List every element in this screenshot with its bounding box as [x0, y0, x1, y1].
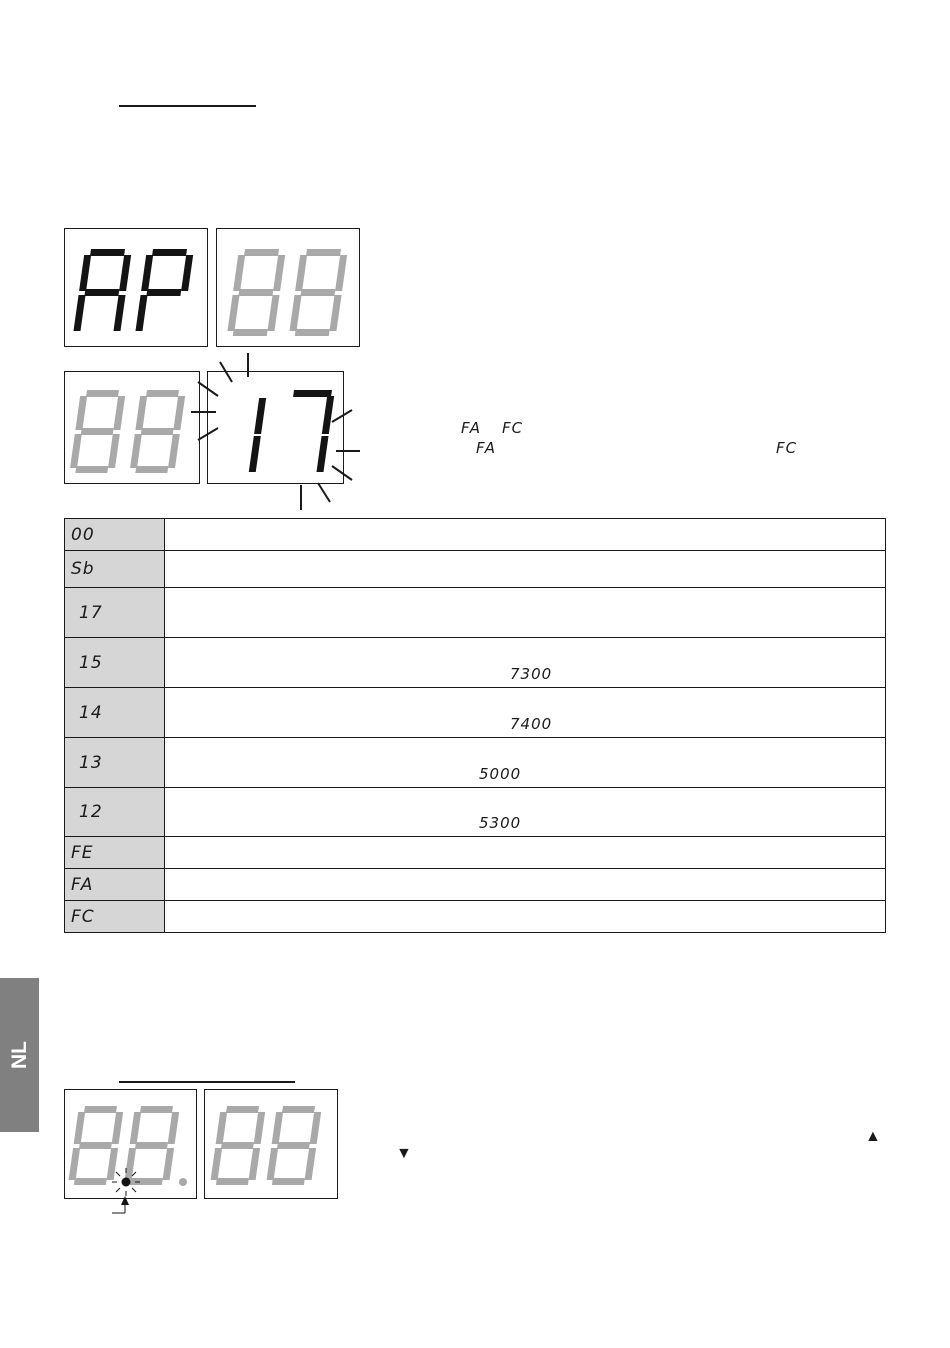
inline-code: 5000 [479, 765, 522, 783]
code-cell: 15 [65, 638, 165, 688]
side-code-fa-1: FA [461, 419, 482, 437]
code-cell: Sb [65, 551, 165, 588]
lcd-digits-blank-2 [65, 372, 201, 485]
lcd-digits-blank-3 [205, 1090, 339, 1200]
description-cell [165, 519, 886, 551]
description-cell [165, 788, 886, 837]
lcd-display-ap [64, 228, 208, 347]
code-cell: 17 [65, 588, 165, 638]
description-cell [165, 738, 886, 788]
lcd-digits-dot [65, 1090, 198, 1200]
side-code-fc-1: FC [502, 419, 524, 437]
decimal-dot-inactive [179, 1178, 187, 1186]
error-code-table [64, 518, 886, 933]
table-row [65, 788, 886, 837]
side-code-fa-2: FA [476, 439, 497, 457]
code-cell: 00 [65, 519, 165, 551]
description-cell [165, 869, 886, 901]
description-cell [165, 688, 886, 738]
code-cell: 12 [65, 788, 165, 837]
table-row [65, 638, 886, 688]
lcd-display-blank-2 [64, 371, 200, 484]
up-arrow-icon: ▲ [865, 1128, 881, 1145]
code-cell: FE [65, 837, 165, 869]
dot-pointer-arrow [108, 1196, 138, 1218]
inline-code: 5300 [479, 814, 522, 832]
table-row [65, 519, 886, 551]
code-cell: FC [65, 901, 165, 933]
table-row [65, 901, 886, 933]
lcd-display-blank-3 [204, 1089, 338, 1199]
table-row [65, 837, 886, 869]
code-cell: 13 [65, 738, 165, 788]
description-cell [165, 901, 886, 933]
heading-underline-2 [119, 1081, 295, 1083]
language-tab-label: NL [7, 1041, 31, 1069]
description-cell [165, 551, 886, 588]
heading-underline-1 [119, 105, 256, 107]
inline-code: 7300 [510, 665, 553, 683]
down-arrow-icon: ▼ [396, 1145, 412, 1162]
lcd-digits-ap [65, 229, 209, 348]
description-cell [165, 588, 886, 638]
description-cell [165, 837, 886, 869]
decimal-dot-active [122, 1178, 131, 1187]
code-cell: 14 [65, 688, 165, 738]
side-code-fc-2: FC [776, 439, 798, 457]
inline-code: 7400 [510, 715, 553, 733]
table-row [65, 588, 886, 638]
blink-rays [190, 350, 370, 515]
table-row [65, 688, 886, 738]
language-tab [0, 978, 39, 1132]
table-row [65, 869, 886, 901]
description-cell [165, 638, 886, 688]
lcd-digits-blank-1 [217, 229, 361, 348]
table-row [65, 738, 886, 788]
lcd-display-blank-1 [216, 228, 360, 347]
code-cell: FA [65, 869, 165, 901]
lcd-display-dot [64, 1089, 197, 1199]
table-row [65, 551, 886, 588]
